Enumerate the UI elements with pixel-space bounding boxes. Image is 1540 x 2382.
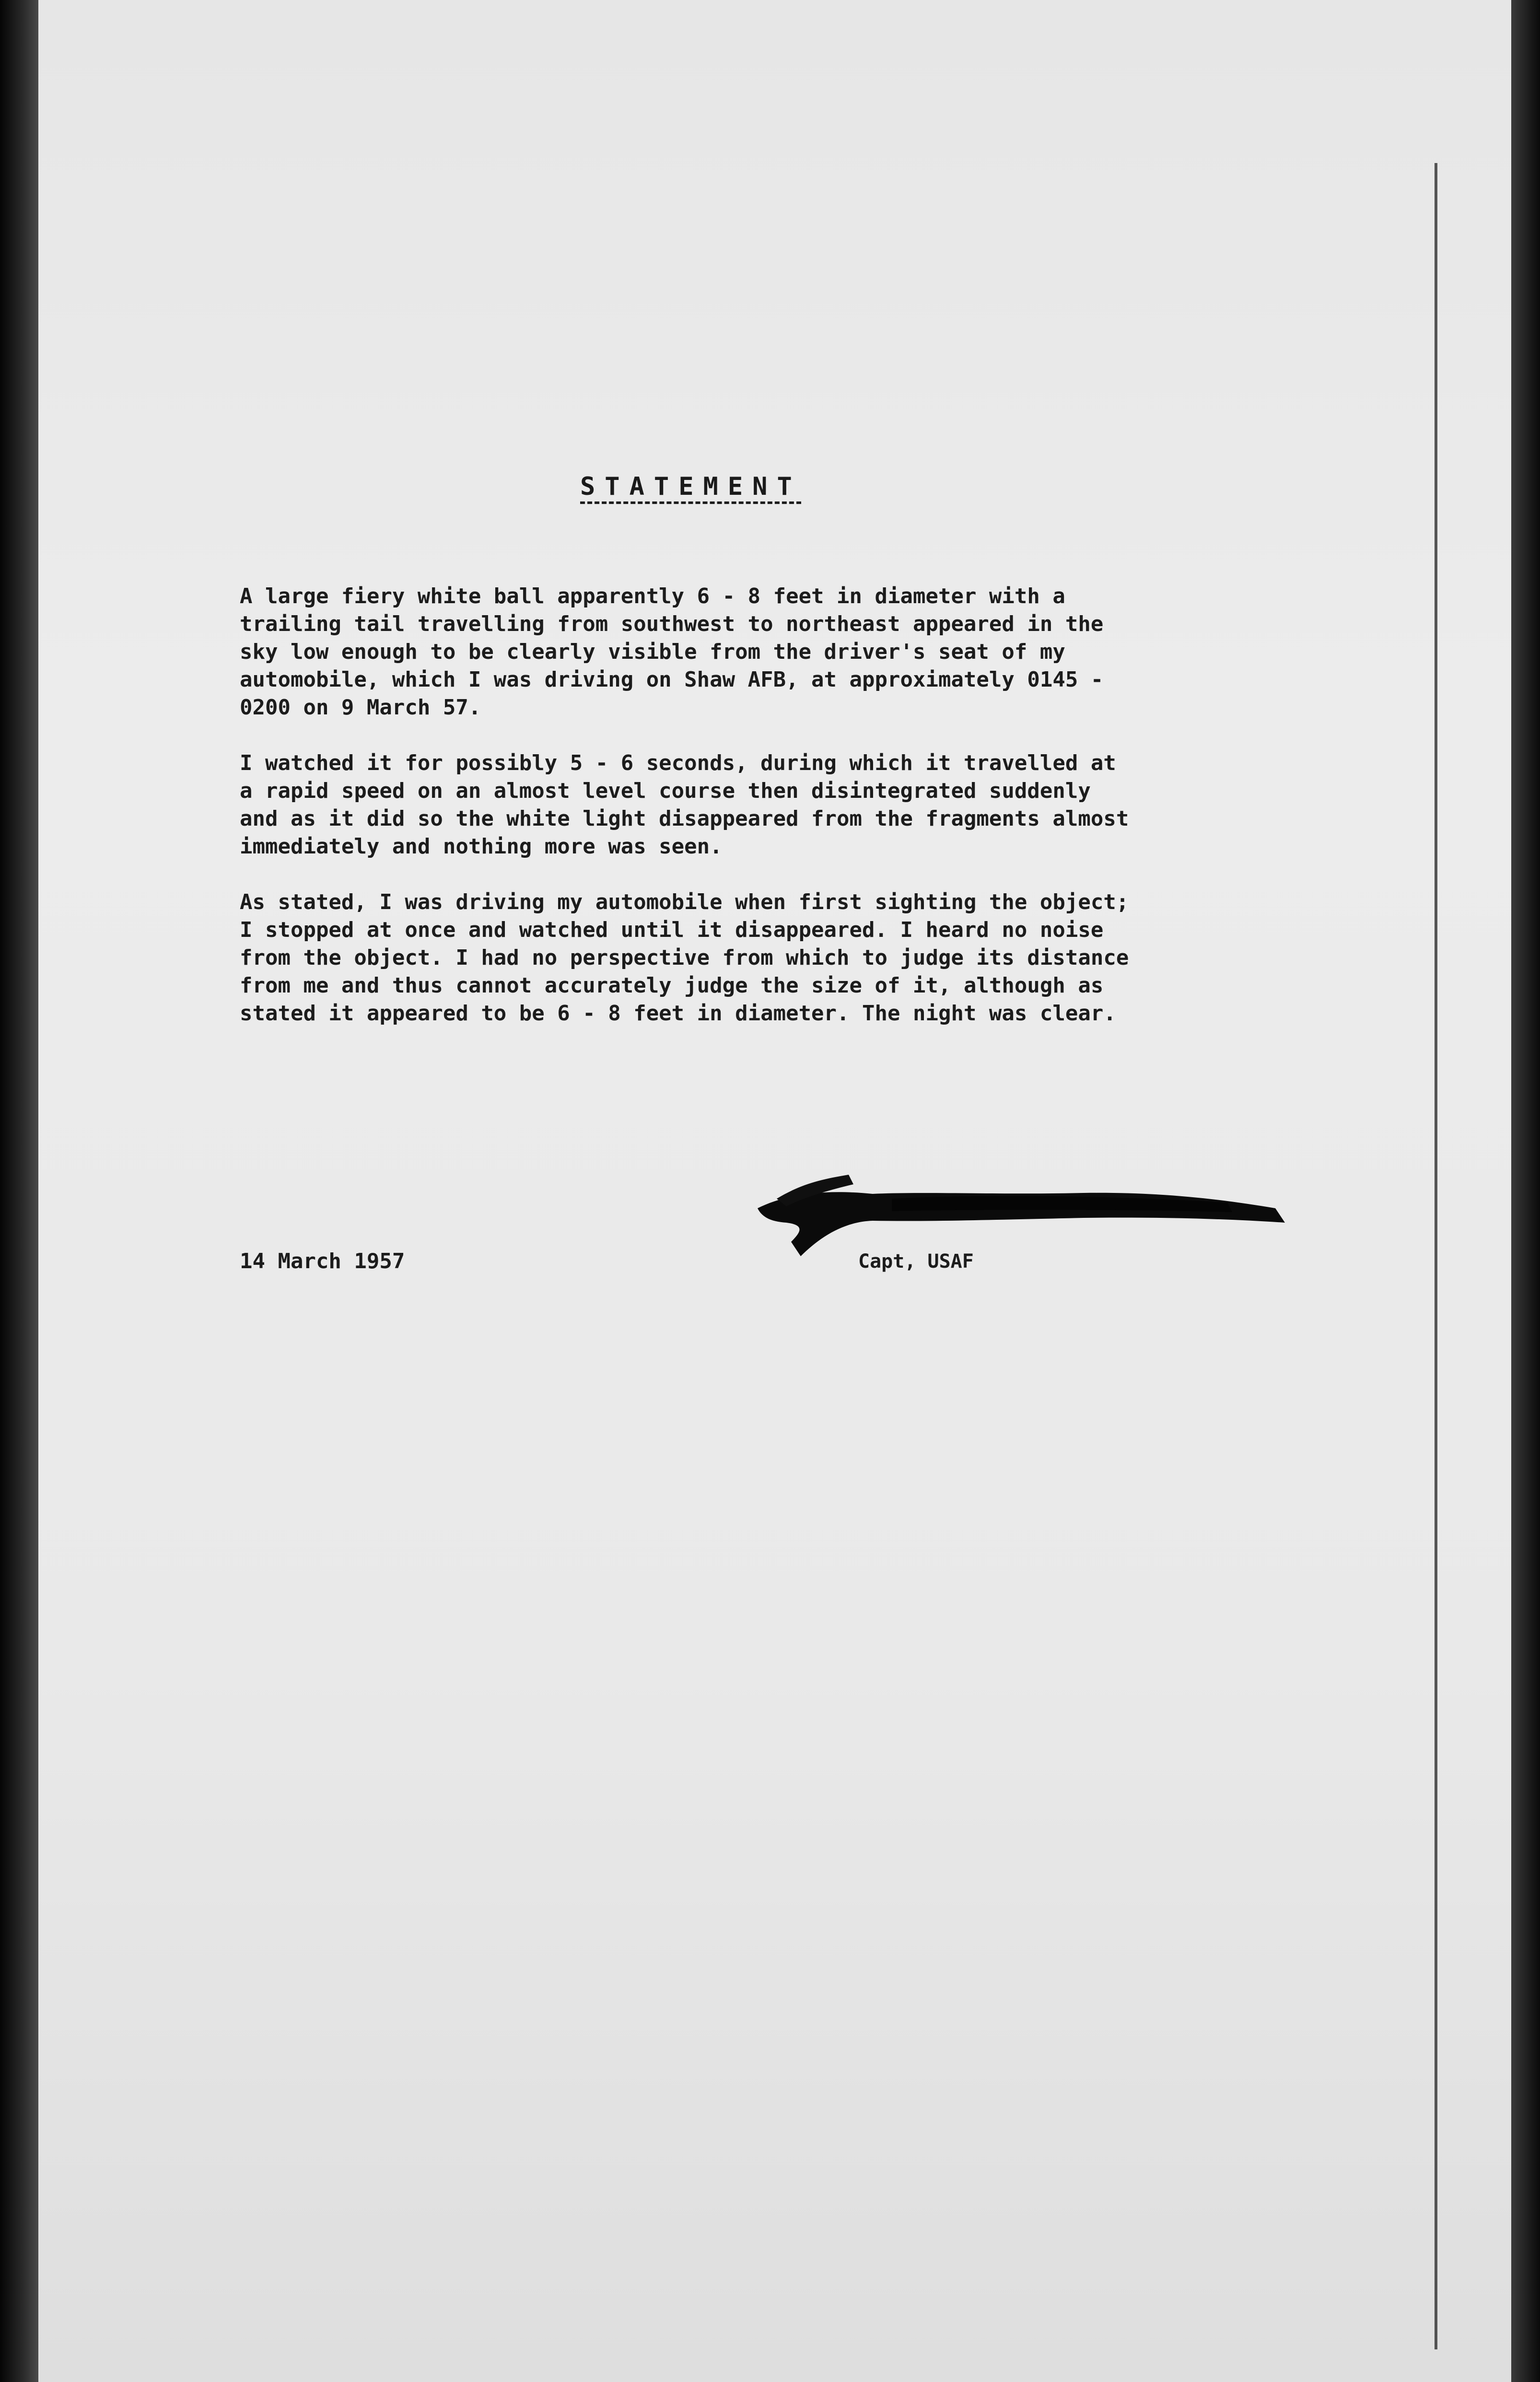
page-fold-line [1435, 163, 1437, 2349]
paragraph-observation: I watched it for possibly 5 - 6 seconds, during which it travelled at a rapid speed on an almost level course then disintegrated suddenly and as it did so the white light disappeared from the fragments almost immediately and nothing more was seen. [240, 751, 1129, 859]
paragraph-details: As stated, I was driving my automobile when first sighting the object; I stopped at once and watched until it disappeared. I heard no noise from the object. I had no perspective from which to judge its distance from me and thus cannot accurately judge the size of it, although as stated it appeared to be 6 - 8 feet in diameter. The night was clear. [240, 890, 1129, 1026]
statement-body [240, 583, 1366, 1055]
document-page [38, 0, 1511, 2382]
statement-date: 14 March 1957 [240, 1249, 405, 1273]
signature-block [748, 1165, 1295, 1290]
signature-title: Capt, USAF [858, 1250, 974, 1273]
redacted-signature [748, 1165, 1295, 1261]
document-title: STATEMENT [580, 472, 802, 501]
paragraph-sighting: A large fiery white ball apparently 6 - 8 feet in diameter with a trailing tail travelling from southwest to northeast appeared in the sky low enough to be clearly visible from the driver's seat of my automobile, which I was driving on Shaw AFB, at approximately 0145 - 0200 on 9 March 57. [240, 584, 1104, 720]
scan-left-edge [0, 0, 38, 2382]
scan-right-edge [1511, 0, 1540, 2382]
